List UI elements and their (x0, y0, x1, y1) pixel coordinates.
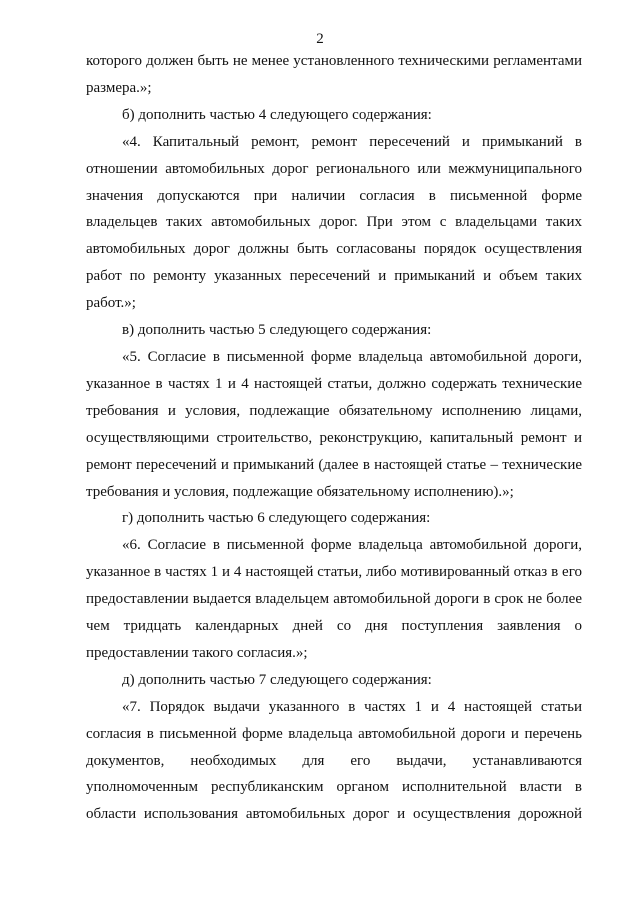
paragraph-part-7: «7. Порядок выдачи указанного в частях 1 и 4 настоящей статьи согласия в письменной форме владельца автомобильной дороги и перечень документов, необходимых для его выдачи, устанавливаются уполномоченным республиканским органом исполнительной власти в области использования автомобильных дорог и осуществления дорожной (86, 698, 582, 823)
paragraph-item-v: в) дополнить частью 5 следующего содержания: (122, 322, 432, 339)
paragraph-part-6: «6. Согласие в письменной форме владельца автомобильной дороги, указанное в частях 1 и 4 настоящей статьи, либо мотивированный отказ в его предоставлении выдается владельцем автомобильной дороги в срок не более чем тридцать календарных дней со дня поступления заявления о предоставлении такого согласия.»; (86, 537, 582, 661)
paragraph-item-d: д) дополнить частью 7 следующего содержания: (122, 671, 432, 688)
paragraph-continuation: которого должен быть не менее установленного техническими регламентами размера.»; (86, 53, 582, 96)
paragraph-part-5: «5. Согласие в письменной форме владельца автомобильной дороги, указанное в частях 1 и 4 настоящей статьи, должно содержать технические требования и условия, подлежащие обязательному исполнению лицами, осуществляющими строительство, реконструкцию, капитальный ремонт и ремонт пересечений и примыканий (далее в настоящей статье – технические требования и условия, подлежащие обязательному исполнению).»; (86, 348, 582, 500)
document-body (86, 48, 582, 828)
page-number: 2 (316, 31, 324, 47)
paragraph-item-b: б) дополнить частью 4 следующего содержания: (122, 106, 432, 123)
paragraph-item-g: г) дополнить частью 6 следующего содержания: (122, 510, 431, 527)
paragraph-part-4: «4. Капитальный ремонт, ремонт пересечений и примыканий в отношении автомобильных дорог регионального или межмуниципального значения допускаются при наличии согласия в письменной форме владельцев таких автомобильных дорог. При этом с владельцами таких автомобильных дорог должны быть согласованы порядок осуществления работ по ремонту указанных пересечений и примыканий и объем таких работ.»; (86, 133, 582, 312)
